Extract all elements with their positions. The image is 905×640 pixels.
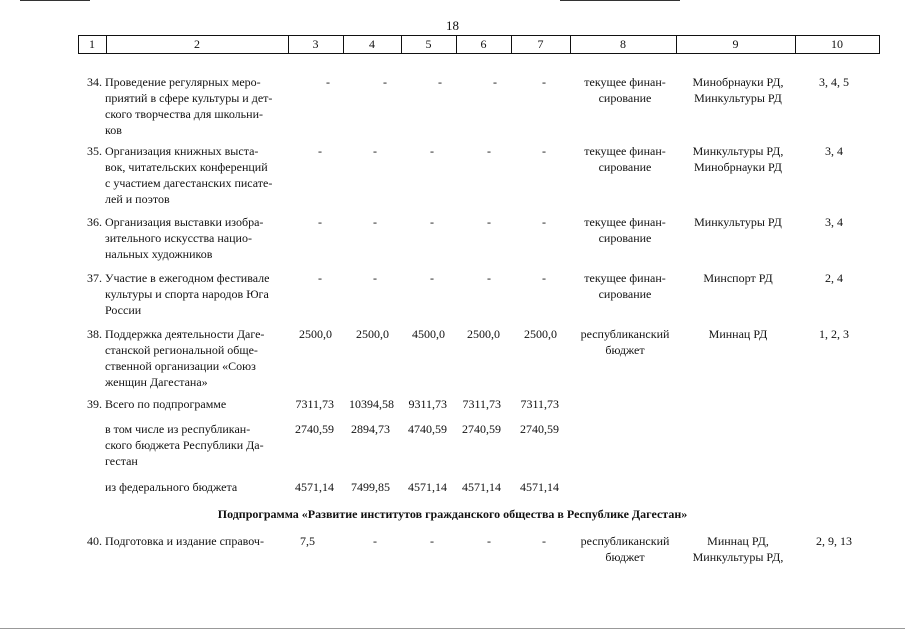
executor <box>676 270 800 286</box>
funding-line: текущее финан- <box>584 271 666 285</box>
funding-line: текущее финан- <box>584 144 666 158</box>
value-col-3: - <box>318 144 322 158</box>
row-number: 35. <box>87 144 102 158</box>
row-description <box>105 326 285 390</box>
target-indicators: 3, 4 <box>825 144 843 158</box>
row-description <box>105 214 285 262</box>
row-number: 38. <box>87 327 102 341</box>
value-col-7: 7311,73 <box>520 397 559 411</box>
value-col-7: - <box>542 534 546 548</box>
desc-line: с участием дагестанских писате- <box>105 176 273 190</box>
value-col-5: - <box>430 144 434 158</box>
value-col-6: - <box>493 75 497 89</box>
value-col-6: 7311,73 <box>462 397 501 411</box>
value-col-4: - <box>373 215 377 229</box>
desc-line: Организация выставки изобра- <box>105 215 264 229</box>
row-description <box>105 421 285 469</box>
executor <box>676 533 800 565</box>
desc-line: России <box>105 303 142 317</box>
row-number: 37. <box>87 271 102 285</box>
value-col-5: 4500,0 <box>412 327 445 341</box>
desc-line: зительного искусства нацио- <box>105 231 252 245</box>
funding-source <box>570 143 680 175</box>
executor-line: Минобрнауки РД, <box>692 75 784 89</box>
desc-line: лей и поэтов <box>105 192 170 206</box>
value-col-3: 2500,0 <box>299 327 332 341</box>
header-col-7: 7 <box>537 37 544 51</box>
row-description <box>105 396 285 412</box>
row-number: 39. <box>87 397 102 411</box>
value-col-5: - <box>430 534 434 548</box>
executor-line: Минкультуры РД, <box>692 550 784 564</box>
desc-line: культуры и спорта народов Юга <box>105 287 269 301</box>
funding-line: бюджет <box>605 343 645 357</box>
funding-line: сирование <box>598 91 652 105</box>
executor-line: Минспорт РД <box>703 271 773 285</box>
value-col-6: - <box>487 144 491 158</box>
value-col-6: - <box>487 534 491 548</box>
header-bottom-border <box>78 53 880 54</box>
value-col-5: 4740,59 <box>408 422 447 436</box>
desc-line: женщин Дагестана» <box>105 375 208 389</box>
row-description <box>105 270 285 318</box>
funding-source <box>570 270 680 302</box>
value-col-4: - <box>373 144 377 158</box>
scan-rule-top-right <box>560 0 680 1</box>
row-number: 34. <box>87 75 102 89</box>
desc-line: приятий в сфере культуры и дет- <box>105 91 273 105</box>
scan-rule-bottom <box>0 628 905 629</box>
value-col-4: 2500,0 <box>356 327 389 341</box>
header-col-8: 8 <box>620 37 626 51</box>
executor-line: Минкультуры РД <box>694 215 782 229</box>
desc-line: ков <box>105 123 122 137</box>
value-col-7: - <box>542 144 546 158</box>
value-col-3: - <box>318 215 322 229</box>
value-col-7: 4571,14 <box>520 480 559 494</box>
desc-line: Участие в ежегодном фестивале <box>105 271 270 285</box>
value-col-7: - <box>542 215 546 229</box>
value-col-6: 2740,59 <box>462 422 501 436</box>
desc-line: вок, читательских конференций <box>105 160 268 174</box>
value-col-6: - <box>487 271 491 285</box>
row-number: 40. <box>87 534 102 548</box>
target-indicators: 3, 4 <box>825 215 843 229</box>
header-col-6: 6 <box>480 37 487 51</box>
header-col-2: 2 <box>194 37 200 51</box>
value-col-5: - <box>430 215 434 229</box>
row-description <box>105 143 285 207</box>
value-col-4: 2894,73 <box>351 422 390 436</box>
desc-line: станской региональной обще- <box>105 343 258 357</box>
value-col-5: 9311,73 <box>408 397 447 411</box>
executor-line: Миннац РД <box>708 327 768 341</box>
value-col-6: - <box>487 215 491 229</box>
funding-source <box>570 533 680 565</box>
executor-line: Минкультуры РД <box>694 91 782 105</box>
desc-line: ского бюджета Республики Да- <box>105 438 264 452</box>
funding-line: сирование <box>598 231 652 245</box>
header-divider <box>879 35 880 53</box>
executor-line: Миннац РД, <box>707 534 769 548</box>
funding-source <box>570 74 680 106</box>
funding-source <box>570 214 680 246</box>
value-col-4: - <box>383 75 387 89</box>
desc-line: Проведение регулярных меро- <box>105 75 261 89</box>
funding-line: сирование <box>598 287 652 301</box>
row-description <box>105 533 285 549</box>
page-number: 18 <box>446 18 459 33</box>
scan-rule-top-left <box>20 0 90 1</box>
desc-line: гестан <box>105 454 138 468</box>
funding-line: сирование <box>598 160 652 174</box>
value-col-7: 2500,0 <box>524 327 557 341</box>
header-col-9: 9 <box>732 37 739 51</box>
value-col-7: 2740,59 <box>520 422 559 436</box>
value-col-3: - <box>326 75 330 89</box>
desc-line: ственной организации «Союз <box>105 359 256 373</box>
desc-line: ского творчества для школьни- <box>105 107 263 121</box>
header-col-10: 10 <box>831 37 843 51</box>
funding-line: бюджет <box>605 550 645 564</box>
executor <box>676 214 800 230</box>
header-col-1: 1 <box>89 37 95 51</box>
executor <box>676 326 800 342</box>
row-description <box>105 74 285 138</box>
desc-line: Всего по подпрограмме <box>105 397 227 411</box>
target-indicators: 3, 4, 5 <box>819 75 849 89</box>
value-col-3: 2740,59 <box>295 422 334 436</box>
value-col-3: 4571,14 <box>295 480 334 494</box>
value-col-6: 2500,0 <box>467 327 500 341</box>
target-indicators: 2, 9, 13 <box>816 534 852 548</box>
row-description <box>105 479 285 495</box>
header-col-4: 4 <box>369 37 375 51</box>
value-col-4: 10394,58 <box>349 397 394 411</box>
executor <box>676 143 800 175</box>
value-col-6: 4571,14 <box>462 480 501 494</box>
value-col-3: 7,5 <box>300 534 315 548</box>
header-col-5: 5 <box>425 37 432 51</box>
value-col-7: - <box>542 75 546 89</box>
funding-line: республиканский <box>580 327 670 341</box>
value-col-5: - <box>430 271 434 285</box>
value-col-7: - <box>542 271 546 285</box>
target-indicators: 2, 4 <box>825 271 843 285</box>
value-col-3: - <box>318 271 322 285</box>
value-col-3: 7311,73 <box>295 397 334 411</box>
funding-line: республиканский <box>580 534 670 548</box>
desc-line: Подготовка и издание справоч- <box>105 534 264 548</box>
funding-line: текущее финан- <box>584 215 666 229</box>
executor-line: Минобрнауки РД <box>694 160 782 174</box>
funding-line: текущее финан- <box>584 75 666 89</box>
desc-line: из федерального бюджета <box>105 480 238 494</box>
value-col-4: - <box>373 534 377 548</box>
value-col-5: 4571,14 <box>408 480 447 494</box>
target-indicators: 1, 2, 3 <box>819 327 849 341</box>
row-number: 36. <box>87 215 102 229</box>
value-col-4: - <box>373 271 377 285</box>
value-col-5: - <box>438 75 442 89</box>
executor-line: Минкультуры РД, <box>692 144 784 158</box>
value-col-4: 7499,85 <box>351 480 390 494</box>
desc-line: Организация книжных выста- <box>105 144 259 158</box>
executor <box>676 74 800 106</box>
desc-line: нальных художников <box>105 247 213 261</box>
desc-line: в том числе из республикан- <box>105 422 251 436</box>
funding-source <box>570 326 680 358</box>
header-col-3: 3 <box>312 37 319 51</box>
desc-line: Поддержка деятельности Даге- <box>105 327 265 341</box>
subprogram-title: Подпрограмма «Развитие институтов гражданского общества в Республике Дагестан» <box>217 507 688 521</box>
